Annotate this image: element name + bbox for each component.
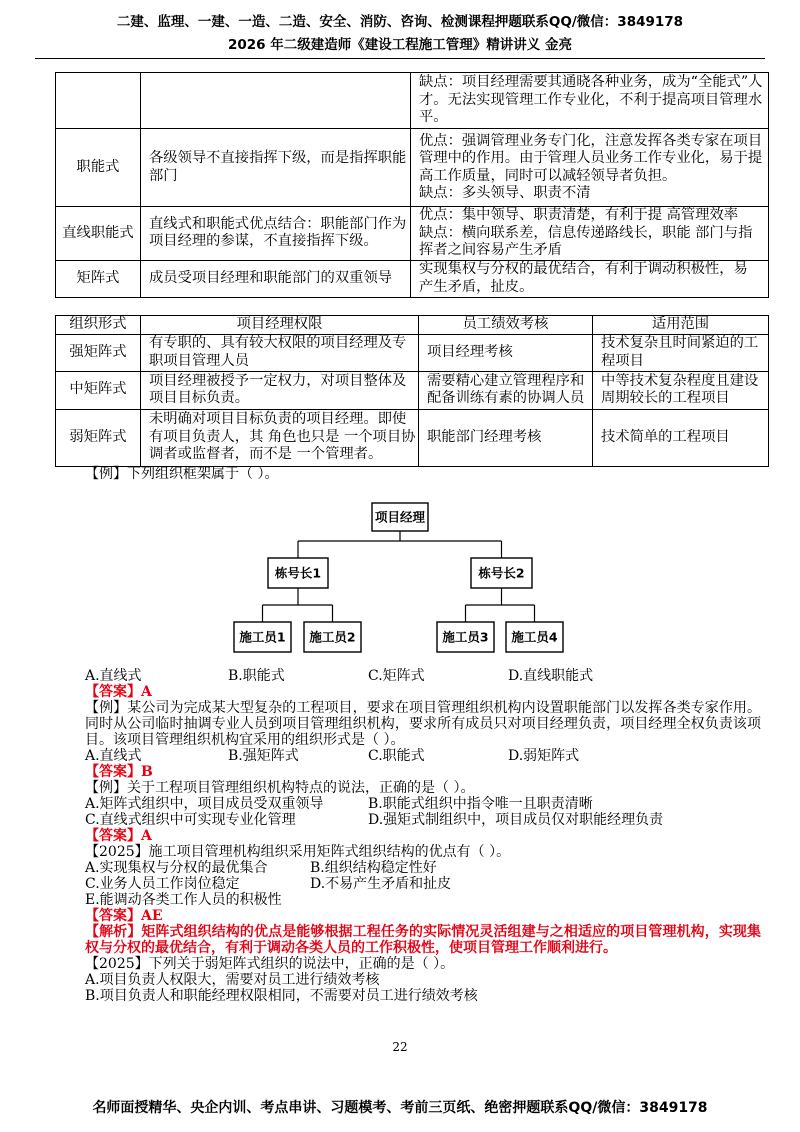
node-label: 施工员3 [442, 629, 489, 645]
question-5 [85, 956, 761, 1004]
pros-cons-cell [411, 73, 769, 129]
performance-review-cell: 需要精心建立管理程序和配备训练有素的协调人员 [419, 371, 593, 409]
column-header: 员工绩效考核 [419, 316, 593, 335]
option-d: D.直线职能式 [508, 668, 594, 684]
option-a: A.直线式 [85, 668, 142, 684]
node-label: 栋号长2 [478, 565, 525, 581]
table-row [56, 409, 769, 466]
feature-cell: 直线式和职能式优点结合：职能部门作为项目经理的参谋，不直接指挥下级。 [141, 207, 411, 261]
org-form-cell: 直线职能式 [56, 207, 141, 261]
org-node-building-lead-2 [471, 558, 532, 588]
footer-contact-line: 名师面授精华、央企内训、考点串讲、习题模考、考前三页纸、绝密押题联系QQ/微信：3849178 [92, 1100, 708, 1116]
option-list [85, 860, 761, 908]
pros-cons-cell [411, 129, 769, 207]
pros-cons-text: 实现集权与分权的最优结合，有利于调动积极性，易 产生矛盾，扯皮。 [419, 261, 748, 295]
node-label: 施工员2 [309, 629, 356, 645]
question-1 [85, 466, 761, 700]
org-form-cell [56, 73, 141, 129]
org-form-comparison-table [55, 72, 769, 298]
column-header: 项目经理权限 [141, 316, 419, 335]
pm-authority-cell: 项目经理被授予一定权力，对项目整体及项目目标负责。 [141, 371, 419, 409]
column-header: 组织形式 [56, 316, 141, 335]
question-stem: 【例】关于工程项目管理组织机构特点的说法，正确的是（ ）。 [85, 780, 475, 796]
feature-cell [141, 73, 411, 129]
org-form-cell: 矩阵式 [56, 260, 141, 297]
node-label: 栋号长1 [274, 565, 322, 581]
page-number: 22 [392, 1040, 408, 1054]
option-a: A.项目负责人权限大，需要对员工进行绩效考核 [85, 972, 380, 988]
option-c: C.直线式组织中可实现专业化管理 [85, 812, 296, 828]
node-label: 施工员1 [239, 629, 286, 645]
applicability-cell: 中等技术复杂程度且建设周期较长的工程项目 [593, 371, 769, 409]
table-row [56, 371, 769, 409]
pm-authority-cell: 有专职的、具有较大权限的项目经理及专职项目管理人员 [141, 334, 419, 371]
option-a: A.矩阵式组织中，项目成员受双重领导 [85, 796, 324, 812]
node-label: 施工员4 [511, 629, 558, 645]
answer-analysis: 【解析】矩阵式组织结构的优点是能够根据工程任务的实际情况灵活组建与之相适应的项目管理机构，实现集权与分权的最优结合，有利于调动各类人员的工作积极性，使项目管理工作顺利进行。 [85, 924, 761, 956]
option-b: B.项目负责人和职能经理权限相同，不需要对员工进行绩效考核 [85, 988, 478, 1004]
answer-label: 【答案】A [85, 684, 152, 700]
answer-label: 【答案】A [85, 828, 152, 844]
table-row [56, 129, 769, 207]
performance-review-cell: 职能部门经理考核 [419, 409, 593, 466]
cons-text: 缺点：多头领导、职责不清 [419, 185, 591, 201]
option-b: B.强矩阵式 [228, 748, 299, 764]
option-c: C.职能式 [368, 748, 425, 764]
option-list [85, 748, 761, 764]
node-label: 项目经理 [374, 509, 426, 525]
org-node-root [372, 503, 428, 531]
feature-cell: 各级领导不直接指挥下级，而是指挥职能部门 [141, 129, 411, 207]
table-row [56, 334, 769, 371]
org-form-cell: 中矩阵式 [56, 371, 141, 409]
table-row [56, 260, 769, 297]
option-list [85, 972, 761, 1004]
org-node-building-lead-1 [268, 558, 328, 588]
column-header: 适用范围 [593, 316, 769, 335]
applicability-cell: 技术简单的工程项目 [593, 409, 769, 466]
header-divider [35, 58, 765, 59]
option-list [85, 668, 761, 684]
feature-cell: 成员受项目经理和职能部门的双重领导 [141, 260, 411, 297]
org-node-worker-4 [506, 622, 563, 652]
pros-text: 优点：集中领导、职责清楚，有利于提 高管理效率 [419, 207, 739, 223]
header-contact-line: 二建、监理、一建、一造、二造、安全、消防、咨询、检测课程押题联系QQ/微信：3849178 [116, 14, 684, 30]
option-a: A.直线式 [85, 748, 142, 764]
header-title: 2026 年二级建造师《建设工程施工管理》精讲讲义 金亮 [228, 37, 572, 53]
option-b: B.职能式组织中指令唯一且职责清晰 [368, 796, 593, 812]
performance-review-cell: 项目经理考核 [419, 334, 593, 371]
org-node-worker-1 [234, 622, 291, 652]
table-row [56, 73, 769, 129]
exercise-section [85, 466, 761, 1004]
org-node-worker-3 [437, 622, 494, 652]
pros-cons-cell [411, 260, 769, 297]
question-stem: 【例】某公司为完成某大型复杂的工程项目，要求在项目管理组织机构内设置职能部门以发挥各类专家作用。同时从公司临时抽调专业人员到项目管理组织机构，要求所有成员只对项目经理负责，项目经理全权负责该项目。该项目管理组织机构宜采用的组织形式是（ ）。 [85, 700, 761, 748]
cons-text: 缺点：横向联系差，信息传递路线长，职能 部门与指挥者之间容易产生矛盾 [419, 224, 753, 258]
option-e: E.能调动各类工作人员的积极性 [85, 892, 282, 908]
table-header-row [56, 316, 769, 335]
option-d: D.不易产生矛盾和扯皮 [310, 876, 452, 892]
option-c: C.业务人员工作岗位稳定 [85, 876, 240, 892]
option-c: C.矩阵式 [368, 668, 425, 684]
option-d: D.弱矩阵式 [508, 748, 580, 764]
question-4 [85, 844, 761, 956]
org-node-worker-2 [304, 622, 361, 652]
org-chart-figure [85, 482, 761, 668]
pros-cons-cell [411, 207, 769, 261]
applicability-cell: 技术复杂且时间紧迫的工程项目 [593, 334, 769, 371]
question-stem: 【2025】施工项目管理机构组织采用矩阵式组织结构的优点有（ ）。 [85, 844, 511, 860]
pros-cons-text: 缺点：项目经理需要其通晓各种业务，成为“全能式”人才。无法实现管理工作专业化，不利于提高项目管理水平。 [419, 74, 763, 126]
table-row [56, 207, 769, 261]
question-stem: 【2025】下列关于弱矩阵式组织的说法中，正确的是（ ）。 [85, 956, 455, 972]
option-list [85, 796, 761, 828]
question-3 [85, 780, 761, 844]
answer-label: 【答案】AE [85, 908, 163, 924]
org-form-cell: 职能式 [56, 129, 141, 207]
matrix-type-table [55, 315, 769, 467]
option-d: D.强矩式制组织中，项目成员仅对职能经理负责 [368, 812, 664, 828]
pm-authority-cell: 未明确对项目目标负责的项目经理。即使有项目负责人，其 角色也只是 一个项目协调者或监督者，而不是 一个管理者。 [141, 409, 419, 466]
org-form-cell: 强矩阵式 [56, 334, 141, 371]
question-stem: 【例】下列组织框架属于（ ）。 [85, 466, 279, 482]
org-chart [220, 495, 570, 655]
answer-label: 【答案】B [85, 764, 153, 780]
option-b: B.组织结构稳定性好 [310, 860, 437, 876]
org-form-cell: 弱矩阵式 [56, 409, 141, 466]
pros-text: 优点：强调管理业务专门化，注意发挥各类专家在项目管理中的作用。由于管理人员业务工作专业化，易于提高工作质量，同时可以减轻领导者负担。 [419, 132, 763, 184]
option-b: B.职能式 [228, 668, 285, 684]
question-2 [85, 700, 761, 780]
option-a: A.实现集权与分权的最优集合 [85, 860, 268, 876]
